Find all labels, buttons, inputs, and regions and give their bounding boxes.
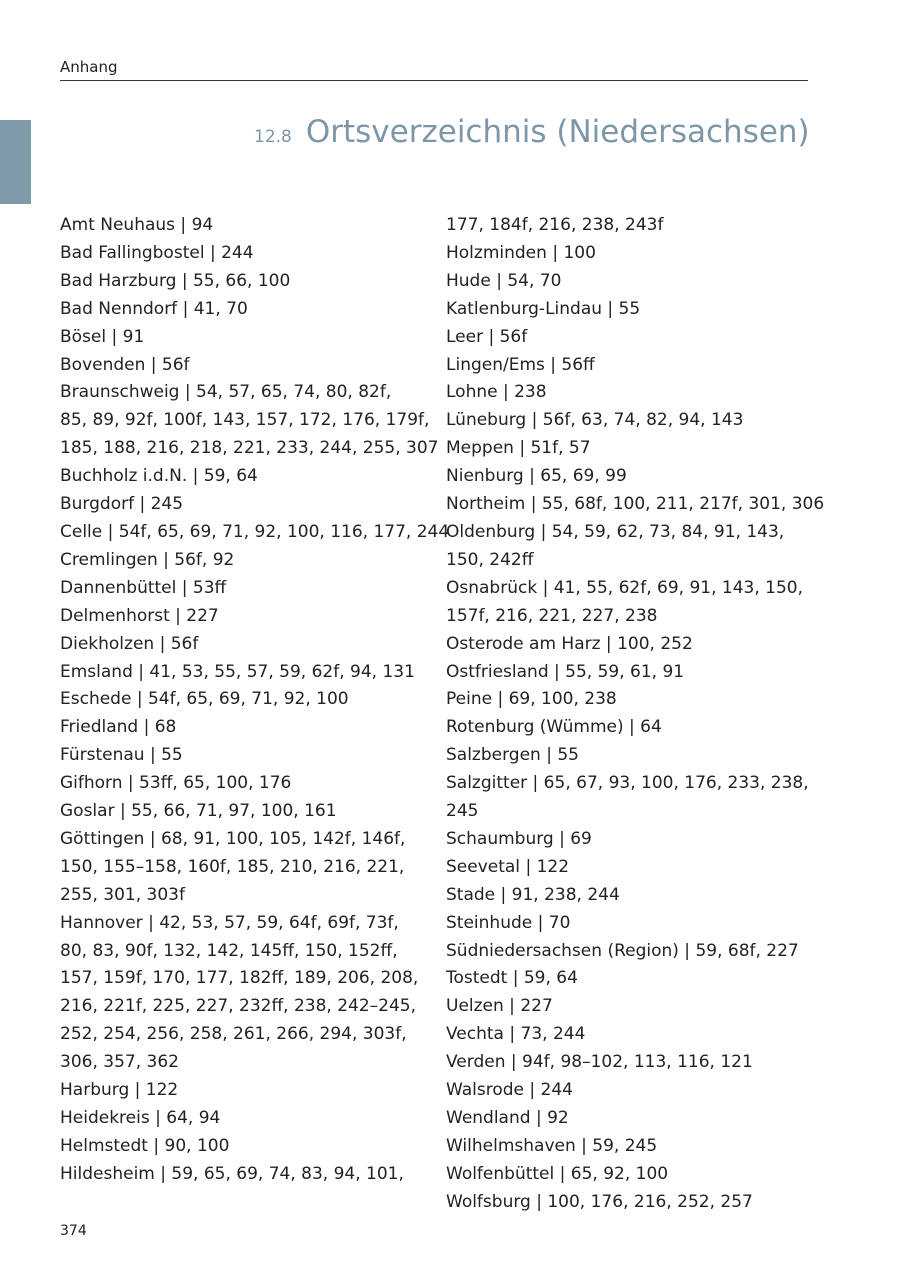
index-entry-line: Fürstenau | 55 [60, 745, 183, 766]
index-entry-line: 252, 254, 256, 258, 261, 266, 294, 303f, [60, 1024, 407, 1045]
index-entry-line: Wilhelmshaven | 59, 245 [446, 1135, 658, 1156]
index-entry-line: Südniedersachsen (Region) | 59, 68f, 227 [446, 940, 799, 961]
index-entry-line: Hannover | 42, 53, 57, 59, 64f, 69f, 73f, [60, 912, 399, 933]
index-entry-line: Bad Harzburg | 55, 66, 100 [60, 270, 291, 291]
index-entry-line: Burgdorf | 245 [60, 494, 184, 515]
index-entry-line: Buchholz i.d.N. | 59, 64 [60, 466, 258, 487]
index-entry-line: Lüneburg | 56f, 63, 74, 82, 94, 143 [446, 410, 744, 431]
index-entry-line: Northeim | 55, 68f, 100, 211, 217f, 301, 306 [446, 494, 825, 515]
index-entry-line: Salzbergen | 55 [446, 745, 579, 766]
index-entry-line: Bovenden | 56f [60, 354, 190, 375]
index-entry-line: Verden | 94f, 98–102, 113, 116, 121 [446, 1052, 753, 1073]
section-number: 12.8 [254, 127, 292, 147]
index-entry-line: Wolfsburg | 100, 176, 216, 252, 257 [446, 1191, 753, 1212]
index-entry-line: Goslar | 55, 66, 71, 97, 100, 161 [60, 801, 337, 822]
index-entry-line: Harburg | 122 [60, 1080, 179, 1101]
index-entry-line: Stade | 91, 238, 244 [446, 884, 620, 905]
index-entry-line: 177, 184f, 216, 238, 243f [446, 215, 664, 235]
index-entry-line: 306, 357, 362 [60, 1052, 179, 1073]
index-entry-line: Cremlingen | 56f, 92 [60, 549, 235, 570]
index-entry-line: Lingen/Ems | 56ff [446, 354, 595, 375]
index-entry-line: Braunschweig | 54, 57, 65, 74, 80, 82f, [60, 382, 392, 403]
index-entry-line: Heidekreis | 64, 94 [60, 1108, 221, 1128]
index-entry-line: Leer | 56f [446, 326, 528, 347]
index-entry-line: Ostfriesland | 55, 59, 61, 91 [446, 661, 685, 682]
section-heading [254, 114, 810, 150]
index-entry-line: Bad Nenndorf | 41, 70 [60, 298, 248, 319]
index-entry-line: Uelzen | 227 [446, 996, 553, 1017]
page-number: 374 [60, 1223, 87, 1239]
index-entry-line: Tostedt | 59, 64 [446, 968, 578, 989]
index-entry-line: Wolfenbüttel | 65, 92, 100 [446, 1163, 669, 1184]
index-entry-line: Celle | 54f, 65, 69, 71, 92, 100, 116, 177, 244 [60, 521, 450, 542]
index-entry-line: Peine | 69, 100, 238 [446, 689, 617, 710]
index-entry-line: Bösel | 91 [60, 326, 145, 347]
index-entry-line: Emsland | 41, 53, 55, 57, 59, 62f, 94, 131 [60, 661, 415, 682]
index-entry-line: Nienburg | 65, 69, 99 [446, 466, 627, 487]
index-entry-line: Amt Neuhaus | 94 [60, 215, 214, 235]
index-entry-line: Wendland | 92 [446, 1108, 569, 1128]
index-entry-line: 80, 83, 90f, 132, 142, 145ff, 150, 152ff, [60, 940, 398, 961]
index-entry-line: Seevetal | 122 [446, 856, 570, 877]
index-entry-line: Eschede | 54f, 65, 69, 71, 92, 100 [60, 689, 349, 710]
index-entry-line: Gifhorn | 53ff, 65, 100, 176 [60, 773, 292, 794]
index-column-right [446, 212, 826, 1217]
index-entry-line: Hude | 54, 70 [446, 270, 562, 291]
index-entry-line: Steinhude | 70 [446, 912, 571, 933]
index-entry-line: Lohne | 238 [446, 382, 547, 403]
index-entry-line: Vechta | 73, 244 [446, 1024, 586, 1045]
index-entry-line: Oldenburg | 54, 59, 62, 73, 84, 91, 143, [446, 521, 785, 542]
index-entry-line: 85, 89, 92f, 100f, 143, 157, 172, 176, 179f, [60, 410, 430, 431]
index-entry-line: Holzminden | 100 [446, 242, 596, 263]
index-entry-line: Friedland | 68 [60, 717, 177, 738]
index-entry-line: 157f, 216, 221, 227, 238 [446, 605, 658, 626]
index-entry-line: 245 [446, 801, 479, 822]
running-head: Anhang [60, 58, 118, 76]
index-column-left [60, 212, 450, 1189]
index-entry-line: Osterode am Harz | 100, 252 [446, 633, 693, 654]
index-entry-line: 255, 301, 303f [60, 884, 185, 905]
index-entry-line: Rotenburg (Wümme) | 64 [446, 717, 662, 738]
index-entry-line: 185, 188, 216, 218, 221, 233, 244, 255, 307 [60, 438, 439, 459]
index-entry-line: Hildesheim | 59, 65, 69, 74, 83, 94, 101, [60, 1163, 404, 1184]
index-entry-line: 216, 221f, 225, 227, 232ff, 238, 242–245, [60, 996, 417, 1017]
index-entry-line: Bad Fallingbostel | 244 [60, 242, 254, 263]
index-entry-line: Meppen | 51f, 57 [446, 438, 591, 459]
index-entry-line: Dannenbüttel | 53ff [60, 577, 227, 598]
index-entry-line: Osnabrück | 41, 55, 62f, 69, 91, 143, 150, [446, 577, 803, 598]
index-entry-line: Delmenhorst | 227 [60, 605, 219, 626]
index-entry-line: Katlenburg-Lindau | 55 [446, 298, 641, 319]
index-entry-line: 150, 155–158, 160f, 185, 210, 216, 221, [60, 856, 405, 877]
header-rule [60, 80, 808, 81]
index-entry-line: Diekholzen | 56f [60, 633, 199, 654]
index-entry-line: Walsrode | 244 [446, 1080, 573, 1101]
index-entry-line: Göttingen | 68, 91, 100, 105, 142f, 146f, [60, 828, 406, 849]
index-entry-line: Salzgitter | 65, 67, 93, 100, 176, 233, 238, [446, 773, 809, 794]
index-entry-line: Schaumburg | 69 [446, 828, 592, 849]
chapter-tab-marker [0, 120, 31, 204]
index-entry-line: Helmstedt | 90, 100 [60, 1135, 230, 1156]
index-entry-line: 150, 242ff [446, 549, 534, 570]
section-title: Ortsverzeichnis (Niedersachsen) [305, 114, 810, 150]
index-entry-line: 157, 159f, 170, 177, 182ff, 189, 206, 208, [60, 968, 419, 989]
